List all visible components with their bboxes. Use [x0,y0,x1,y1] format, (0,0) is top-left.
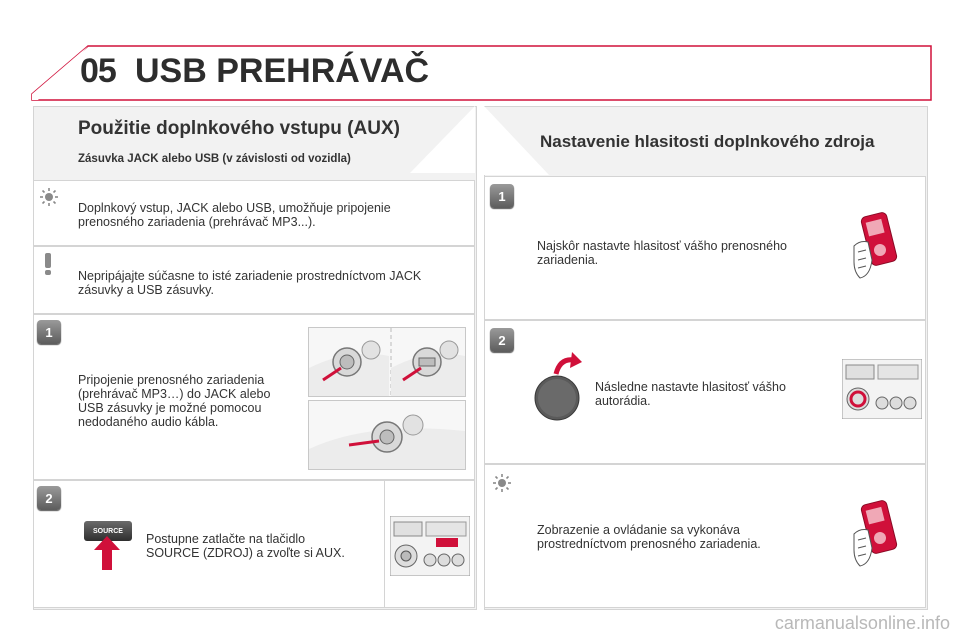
divider [384,480,385,608]
usb-socket-illustration [308,400,466,470]
chapter-title: USB PREHRÁVAČ [135,52,430,90]
left-section-title: Použitie doplnkového vstupu (AUX) [78,118,400,139]
left-section-subtitle: Zásuvka JACK alebo USB (v závislosti od vozidla) [78,153,351,165]
source-button-label: SOURCE [93,527,123,535]
warning-text: Nepripájajte súčasne to isté zariadenie prostredníctvom JACK zásuvky a USB zásuvky. [78,269,422,297]
exclamation-icon [40,252,56,276]
step-text: Najskôr nastavte hlasitosť vášho prenosného zariadenia. [537,239,787,267]
step-number-badge: 2 [37,486,61,510]
info-text: Zobrazenie a ovládanie sa vykonáva prostredníctvom prenosného zariadenia. [537,523,761,551]
step-number-badge: 2 [490,328,514,352]
arrow-up-icon [94,536,120,570]
step-number-badge: 1 [37,320,61,344]
watermark: carmanualsonline.info [774,613,950,633]
step-text: Pripojenie prenosného zariadenia (prehrávač MP3…) do JACK alebo USB zásuvky je možné pomocou nedodaného audio kábla. [78,373,271,429]
info-text: Doplnkový vstup, JACK alebo USB, umožňuje pripojenie prenosného zariadenia (prehrávač MP3...). [78,201,391,229]
lightbulb-icon [38,186,60,208]
lightbulb-icon [491,472,513,494]
step-text: Následne nastavte hlasitosť vášho autorádia. [595,380,786,408]
left-header-corner [410,106,476,174]
hand-mp3-player-illustration [852,500,900,568]
hand-mp3-player-illustration [852,212,900,280]
radio-panel-illustration [842,359,922,419]
jack-socket-illustration [308,327,466,397]
step-number-badge: 1 [490,184,514,208]
radio-panel-illustration [390,516,470,576]
volume-knob-illustration [532,350,582,422]
right-section-title: Nastavenie hlasitosti doplnkového zdroja [540,132,875,151]
chapter-number: 05 [80,52,116,90]
step-text: Postupne zatlačte na tlačidlo SOURCE (ZDROJ) a zvoľte si AUX. [146,532,345,560]
